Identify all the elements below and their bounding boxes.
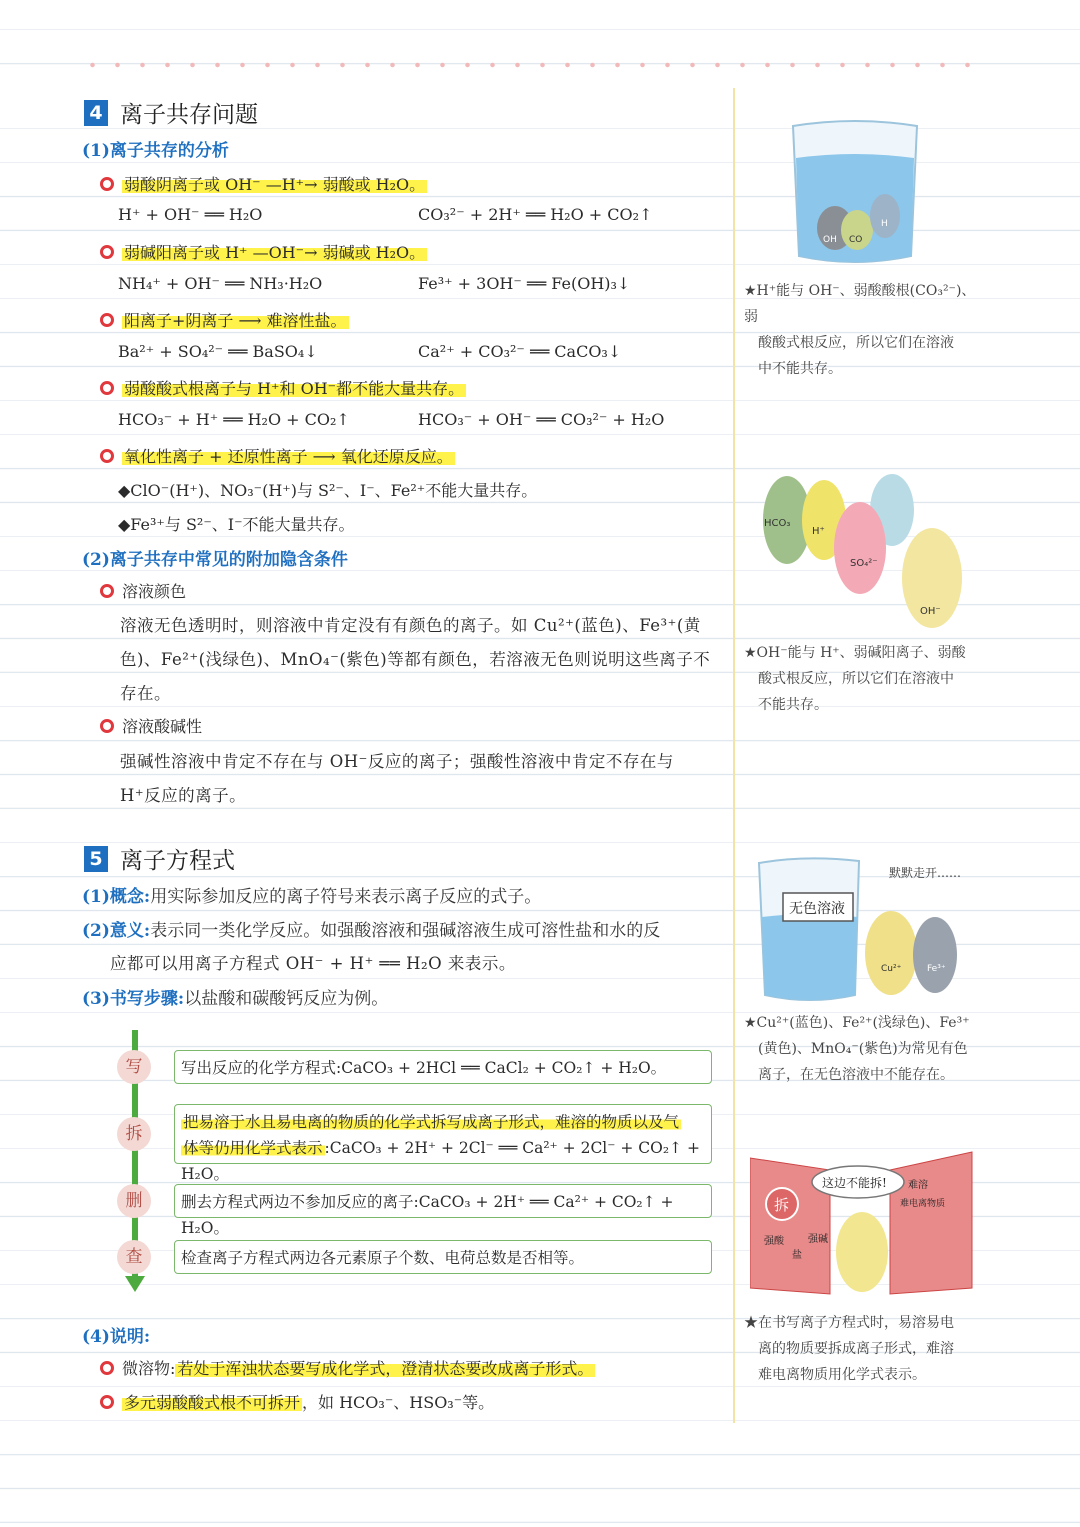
- section-title-text: 离子方程式: [120, 848, 235, 874]
- margin-line: [733, 88, 735, 1423]
- section-4-title: [84, 96, 258, 129]
- wall-label: 难电离物质: [900, 1199, 946, 1209]
- paragraph-line: 强碱性溶液中肯定不存在与 OH⁻反应的离子；强酸性溶液中肯定不存在与: [120, 752, 674, 771]
- step-text: 体等仍用化学式表示: [183, 1139, 323, 1157]
- section-number: 5: [84, 846, 108, 872]
- bullet-dot-icon: [100, 719, 114, 733]
- subheading-1: (1)离子共存的分析: [82, 141, 229, 161]
- step-box-check: 检查离子方程式两边各元素原子个数、电荷总数是否相等。: [174, 1240, 712, 1274]
- meaning-line: [82, 916, 660, 941]
- equation: HCO₃⁻ + H⁺ ══ H₂O + CO₂↑: [118, 410, 350, 429]
- step-box-write: 写出反应的化学方程式:CaCO₃ + 2HCl ══ CaCl₂ + CO₂↑ + H₂O。: [174, 1050, 712, 1084]
- note-line: ★H⁺能与 OH⁻、弱酸酸根(CO₃²⁻)、弱: [744, 283, 976, 325]
- paragraph-line: 存在。: [120, 684, 171, 703]
- bullet-dot-icon: [100, 449, 114, 463]
- dotted-border: [80, 62, 980, 68]
- step-marker: 查: [117, 1240, 151, 1274]
- ion-label: SO₄²⁻: [850, 558, 878, 569]
- equation: NH₄⁺ + OH⁻ ══ NH₃·H₂O: [118, 274, 323, 293]
- note-line: 离的物质要拆成离子形式，难溶: [758, 1341, 954, 1357]
- equation: Ca²⁺ + CO₃²⁻ ══ CaCO₃↓: [418, 342, 622, 361]
- concept-line: [82, 882, 541, 907]
- condition-text: 溶液颜色: [122, 582, 187, 601]
- paragraph-line: H⁺反应的离子。: [120, 786, 247, 805]
- step-marker: 写: [117, 1050, 151, 1084]
- section-title-text: 离子共存问题: [120, 102, 258, 128]
- note-line: ★Cu²⁺(蓝色)、Fe²⁺(浅绿色)、Fe³⁺: [744, 1015, 970, 1031]
- equation: CO₃²⁻ + 2H⁺ ══ H₂O + CO₂↑: [418, 205, 653, 224]
- note-line: 不能共存。: [758, 697, 828, 713]
- ion-label: Fe³⁺: [927, 964, 946, 974]
- bullet-dot-icon: [100, 1395, 114, 1409]
- diamond-item: ◆Fe³⁺与 S²⁻、I⁻不能大量共存。: [118, 515, 355, 534]
- section-5-title: [84, 842, 235, 875]
- side-note-1: [744, 278, 984, 382]
- meaning-text-2: 应都可以用离子方程式 OH⁻ + H⁺ ══ H₂O 来表示。: [110, 954, 516, 973]
- steps-label: (3)书写步骤:: [82, 989, 185, 1009]
- bullet-4: [100, 376, 466, 399]
- note-line: (黄色)、MnO₄⁻(紫色)为常见有色: [758, 1041, 968, 1057]
- brick-walls-illustration: [750, 1148, 975, 1296]
- note-line: 难电离物质用化学式表示。: [758, 1367, 926, 1383]
- arrow-down-icon: [125, 1276, 145, 1292]
- bullet-dot-icon: [100, 381, 114, 395]
- note-2: [100, 1390, 494, 1413]
- equation: Fe³⁺ + 3OH⁻ ══ Fe(OH)₃↓: [418, 274, 631, 293]
- equation: Ba²⁺ + SO₄²⁻ ══ BaSO₄↓: [118, 342, 318, 361]
- bullet-3: [100, 308, 349, 331]
- note-line: ★OH⁻能与 H⁺、弱碱阳离子、弱酸: [744, 645, 966, 661]
- bullet-dot-icon: [100, 245, 114, 259]
- bullet-5: [100, 444, 455, 467]
- note-line: 中不能共存。: [758, 361, 842, 377]
- bullet-dot-icon: [100, 177, 114, 191]
- paragraph-line: 溶液无色透明时，则溶液中肯定没有有颜色的离子。如 Cu²⁺(蓝色)、Fe³⁺(黄: [120, 616, 701, 635]
- paragraph-line: 色)、Fe²⁺(浅绿色)、MnO₄⁻(紫色)等都有颜色，若溶液无色则说明这些离子不: [120, 650, 711, 669]
- note-line: 酸酸式根反应，所以它们在溶液: [758, 335, 954, 351]
- steps-line: [82, 984, 388, 1009]
- meaning-label: (2)意义:: [82, 921, 151, 941]
- bullet-dot-icon: [100, 584, 114, 598]
- ion-characters-illustration: [752, 460, 977, 632]
- ion-label: HCO₃: [764, 518, 791, 529]
- meaning-text: 表示同一类化学反应。如强酸溶液和强碱溶液生成可溶性盐和水的反: [150, 921, 661, 941]
- step-text: :CaCO₃ + 2H⁺ + 2Cl⁻ ══ Ca²⁺ + 2Cl⁻ + CO₂↑ + H₂O。: [181, 1139, 700, 1183]
- bullet-dot-icon: [100, 1361, 114, 1375]
- section-number: 4: [84, 100, 108, 126]
- note-line: 酸式根反应，所以它们在溶液中: [758, 671, 954, 687]
- condition-1: [100, 579, 186, 602]
- note-label: 多元弱酸酸式根不可拆开: [122, 1390, 302, 1413]
- step-marker: 删: [117, 1184, 151, 1218]
- step-text: 把易溶于水且易电离的物质的化学式拆写成离子形式，难溶的物质以及气: [183, 1113, 680, 1131]
- diamond-item: ◆ClO⁻(H⁺)、NO₃⁻(H⁺)与 S²⁻、I⁻、Fe²⁺不能大量共存。: [118, 481, 538, 500]
- note-1: [100, 1356, 595, 1379]
- condition-text: 溶液酸碱性: [122, 717, 203, 736]
- beaker-label: 无色溶液: [789, 901, 845, 917]
- bullet-text: 弱碱阳离子或 H⁺ —OH⁻→ 弱碱或 H₂O。: [122, 240, 427, 263]
- concept-text: 用实际参加反应的离子符号来表示离子反应的式子。: [150, 887, 542, 907]
- ion-label: H⁺: [812, 526, 825, 537]
- step-box-split: [174, 1104, 712, 1183]
- beaker-illustration: [785, 118, 925, 266]
- note-line: 离子，在无色溶液中不能存在。: [758, 1067, 954, 1083]
- bullet-text: 弱酸阴离子或 OH⁻ —H⁺→ 弱酸或 H₂O。: [122, 172, 427, 195]
- ion-label: OH⁻: [920, 606, 941, 617]
- side-note-4: [744, 1310, 984, 1388]
- bullet-text: 阳离子+阴离子 ⟶ 难溶性盐。: [122, 308, 349, 331]
- ion-label: CO: [849, 235, 863, 245]
- wall-label: 盐: [792, 1250, 802, 1261]
- wall-label: 强酸: [764, 1236, 784, 1247]
- note-text: ，如 HCO₃⁻、HSO₃⁻等。: [302, 1393, 495, 1412]
- colorless-solution-illustration: [755, 855, 980, 1005]
- wall-label: 强碱: [808, 1234, 828, 1245]
- wall-label: 拆: [774, 1196, 790, 1214]
- bullet-2: [100, 240, 427, 263]
- bullet-1: [100, 172, 427, 195]
- bullet-text: 氧化性离子 + 还原性离子 ⟶ 氧化还原反应。: [122, 444, 455, 467]
- bullet-dot-icon: [100, 313, 114, 327]
- ion-label: H: [881, 219, 888, 229]
- ion-label: Cu²⁺: [881, 964, 902, 974]
- note-text: 若处于浑浊状态要写成化学式，澄清状态要改成离子形式。: [175, 1356, 595, 1379]
- step-box-delete: 删去方程式两边不参加反应的离子:CaCO₃ + 2H⁺ ══ Ca²⁺ + CO₂↑ + H₂O。: [174, 1184, 712, 1218]
- wall-label: 难溶: [908, 1180, 928, 1191]
- note-label: 微溶物:: [122, 1359, 176, 1378]
- equation: H⁺ + OH⁻ ══ H₂O: [118, 205, 263, 224]
- equation: HCO₃⁻ + OH⁻ ══ CO₃²⁻ + H₂O: [418, 410, 665, 429]
- side-note-3: [744, 1010, 984, 1088]
- steps-text: 以盐酸和碳酸钙反应为例。: [184, 989, 389, 1009]
- note-line: ★在书写离子方程式时，易溶易电: [744, 1315, 954, 1331]
- condition-2: [100, 714, 202, 737]
- subheading-2: (2)离子共存中常见的附加隐含条件: [82, 550, 348, 570]
- step-marker: 拆: [117, 1117, 151, 1151]
- bullet-text: 弱酸酸式根离子与 H⁺和 OH⁻都不能大量共存。: [122, 376, 466, 399]
- caption-text: 默默走开……: [889, 866, 962, 880]
- note-heading: (4)说明:: [82, 1327, 151, 1347]
- side-note-2: [744, 640, 984, 718]
- speech-bubble-text: 这边不能拆!: [822, 1176, 887, 1190]
- ion-label: OH: [823, 235, 837, 245]
- concept-label: (1)概念:: [82, 887, 151, 907]
